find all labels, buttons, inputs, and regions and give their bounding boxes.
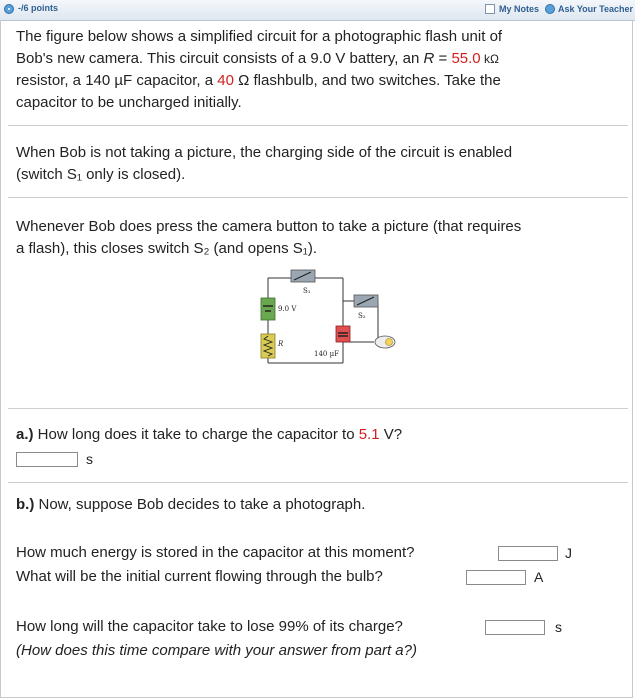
- question-header: [0, 0, 635, 21]
- intro-text: Ω flashbulb, and two switches. Take the: [233, 72, 501, 89]
- energy-unit: J: [565, 545, 572, 561]
- divider: [8, 408, 628, 409]
- my-notes-link[interactable]: My Notes: [499, 4, 540, 14]
- current-question: What will be the initial current flowing through the bulb?: [16, 568, 383, 585]
- para3-line-1: Whenever Bob does press the camera button to take a picture (that requires: [16, 218, 522, 235]
- para3-line-2: a flash), this closes switch S₂ (and opens S₁).: [16, 240, 318, 257]
- part-b-text: Now, suppose Bob decides to take a photograph.: [34, 496, 366, 513]
- part-a-label: a.): [16, 426, 34, 443]
- compare-question: (How does this time compare with your answer from part a?): [16, 642, 417, 659]
- intro-line-4: capacitor to be uncharged initially.: [16, 94, 242, 111]
- intro-text: resistor, a 140 µF capacitor, a: [16, 72, 218, 89]
- part-a-question: [16, 424, 402, 446]
- bulb-resistance-value: 40: [217, 72, 234, 89]
- capacitor-icon: [336, 326, 350, 342]
- resistor-icon: [261, 334, 275, 358]
- energy-question: How much energy is stored in the capacitor at this moment?: [16, 544, 415, 561]
- intro-line-1: The figure below shows a simplified circuit for a photographic flash unit of: [16, 28, 503, 45]
- intro-line-2: [16, 48, 499, 70]
- ask-teacher-link[interactable]: Ask Your Teacher: [558, 4, 634, 14]
- current-input[interactable]: [466, 570, 526, 585]
- battery-label: 9.0 V: [278, 305, 297, 313]
- points-icon: [4, 4, 14, 14]
- intro-line-3: [16, 70, 501, 92]
- resistance-value: 55.0: [451, 50, 481, 67]
- charge-time-input[interactable]: [16, 452, 78, 467]
- divider: [8, 197, 628, 198]
- r-label: R: [278, 340, 284, 348]
- points-label: -/6 points: [18, 3, 58, 13]
- resistance-unit: kΩ: [480, 52, 499, 66]
- discharge-time-unit: s: [555, 619, 562, 635]
- capacitor-label: 140 µF: [314, 350, 339, 358]
- divider: [8, 482, 628, 483]
- my-notes-checkbox[interactable]: [485, 4, 495, 14]
- resistor-symbol: R: [423, 50, 435, 67]
- battery-icon: [261, 298, 275, 320]
- discharge-question: How long will the capacitor take to lose 99% of its charge?: [16, 618, 403, 635]
- charge-time-unit: s: [86, 451, 93, 467]
- equals: =: [434, 50, 452, 67]
- s2-label: S₂: [358, 312, 366, 320]
- part-a-text: V?: [379, 426, 403, 443]
- para2-line-1: When Bob is not taking a picture, the charging side of the circuit is enabled: [16, 144, 513, 161]
- ask-teacher-icon[interactable]: [545, 4, 555, 14]
- current-unit: A: [534, 569, 544, 585]
- circuit-diagram: [248, 268, 408, 378]
- target-voltage: 5.1: [358, 426, 380, 443]
- intro-text: Bob's new camera. This circuit consists of a 9.0 V battery, an: [16, 50, 420, 67]
- part-b-intro: [16, 494, 365, 516]
- discharge-time-input[interactable]: [485, 620, 545, 635]
- s1-label: S₁: [303, 287, 311, 295]
- energy-input[interactable]: [498, 546, 558, 561]
- para2-line-2: (switch S₁ only is closed).: [16, 166, 186, 183]
- divider: [8, 125, 628, 126]
- part-a-text: How long does it take to charge the capacitor to: [33, 426, 359, 443]
- part-b-label: b.): [16, 496, 35, 513]
